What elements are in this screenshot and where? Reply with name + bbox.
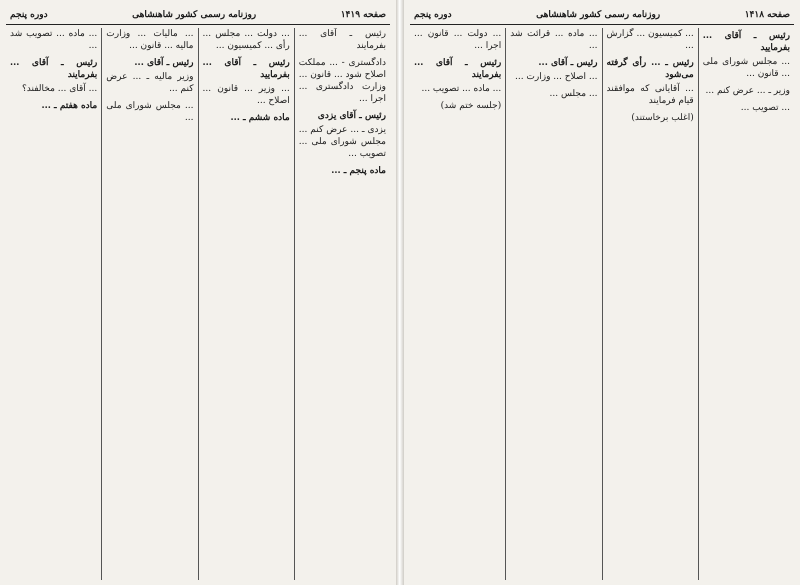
speaker-line: رئیس ـ آقای ... bbox=[134, 58, 194, 68]
right-issue-label: دوره پنجم bbox=[414, 10, 452, 20]
left-page-header bbox=[6, 7, 390, 23]
paragraph: ... مجلس شورای ملی ... قانون ... bbox=[702, 57, 790, 79]
left-column-4 bbox=[6, 28, 101, 580]
right-column-4 bbox=[410, 28, 505, 580]
paragraph: (جلسه ختم شد) bbox=[440, 101, 502, 111]
right-journal-title: روزنامه رسمی کشور شاهنشاهی bbox=[536, 10, 661, 20]
paragraph: ... وزیر ... قانون ... اصلاح ... bbox=[202, 84, 290, 106]
paragraph: (اغلب برخاستند) bbox=[631, 113, 694, 123]
left-column-2 bbox=[198, 28, 294, 580]
paragraph: ... ماده ... قرائت شد ... bbox=[510, 29, 598, 51]
speaker-line: رئیس ـ ... رأی گرفته می‌شود bbox=[606, 58, 694, 80]
paragraph: وزیر ـ ... عرض کنم ... bbox=[705, 86, 790, 96]
right-page-number: صفحه ۱۴۱۸ bbox=[744, 10, 790, 20]
paragraph: ... آقای ... مخالفند؟ bbox=[22, 84, 98, 94]
speaker-line: رئیس ـ آقای ... بفرمایید bbox=[202, 58, 290, 80]
page-gutter bbox=[396, 0, 404, 585]
left-header-rule bbox=[6, 24, 390, 25]
right-columns bbox=[410, 28, 794, 580]
paragraph: ... ماده ... تصویب شد ... bbox=[10, 29, 98, 51]
right-page-header bbox=[410, 7, 794, 23]
paragraph: ... آقایانی که موافقند قیام فرمایند bbox=[606, 84, 694, 106]
right-column-1 bbox=[698, 28, 794, 580]
paragraph: ... اصلاح ... وزارت ... bbox=[514, 72, 598, 82]
paragraph: دادگستری - ... مملکت اصلاح شود ... قانون ... وزارت دادگستری ... اجرا ... bbox=[298, 58, 386, 104]
paragraph: ... ماده ... تصویب ... bbox=[421, 84, 502, 94]
right-column-2 bbox=[602, 28, 698, 580]
left-issue-label: دوره پنجم bbox=[10, 10, 48, 20]
speaker-line: رئیس ـ آقای ... بفرمایید bbox=[702, 31, 790, 53]
article-heading: ماده ششم ـ ... bbox=[230, 113, 290, 123]
paragraph: یزدی ـ ... عرض کنم ... مجلس شورای ملی ... تصویب ... bbox=[298, 125, 386, 159]
paragraph: ... تصویب ... bbox=[740, 103, 790, 113]
left-page-number: صفحه ۱۴۱۹ bbox=[340, 10, 386, 20]
right-header-rule bbox=[410, 24, 794, 25]
paragraph: ... مجلس ... bbox=[549, 89, 598, 99]
left-column-3 bbox=[101, 28, 197, 580]
speaker-line: رئیس ـ آقای ... بفرمایند bbox=[414, 58, 502, 80]
left-journal-title: روزنامه رسمی کشور شاهنشاهی bbox=[132, 10, 257, 20]
left-columns bbox=[6, 28, 390, 580]
left-column-1 bbox=[294, 28, 390, 580]
right-column-3 bbox=[505, 28, 601, 580]
speaker-line: رئیس ـ آقای ... bbox=[538, 58, 598, 68]
speaker-line: رئیس ـ آقای ... بفرمایند bbox=[10, 58, 98, 80]
article-heading: ماده هفتم ـ ... bbox=[41, 101, 98, 111]
paragraph: رئیس ـ آقای ... بفرمایند bbox=[298, 29, 386, 51]
article-heading: ماده پنجم ـ ... bbox=[331, 166, 386, 176]
paragraph: ... دولت ... قانون ... اجرا ... bbox=[414, 29, 502, 51]
left-page bbox=[0, 4, 396, 581]
speaker-line: رئیس ـ آقای یزدی bbox=[317, 111, 386, 121]
paragraph: ... مالیات ... وزارت مالیه ... قانون ... bbox=[106, 29, 194, 51]
paragraph: ... دولت ... مجلس ... رأی ... کمیسیون ... bbox=[202, 29, 290, 51]
right-page bbox=[404, 4, 800, 581]
paragraph: وزیر مالیه ـ ... عرض کنم ... bbox=[106, 72, 194, 94]
paragraph: ... مجلس شورای ملی ... bbox=[106, 101, 194, 123]
paragraph: ... کمیسیون ... گزارش ... bbox=[606, 29, 694, 51]
